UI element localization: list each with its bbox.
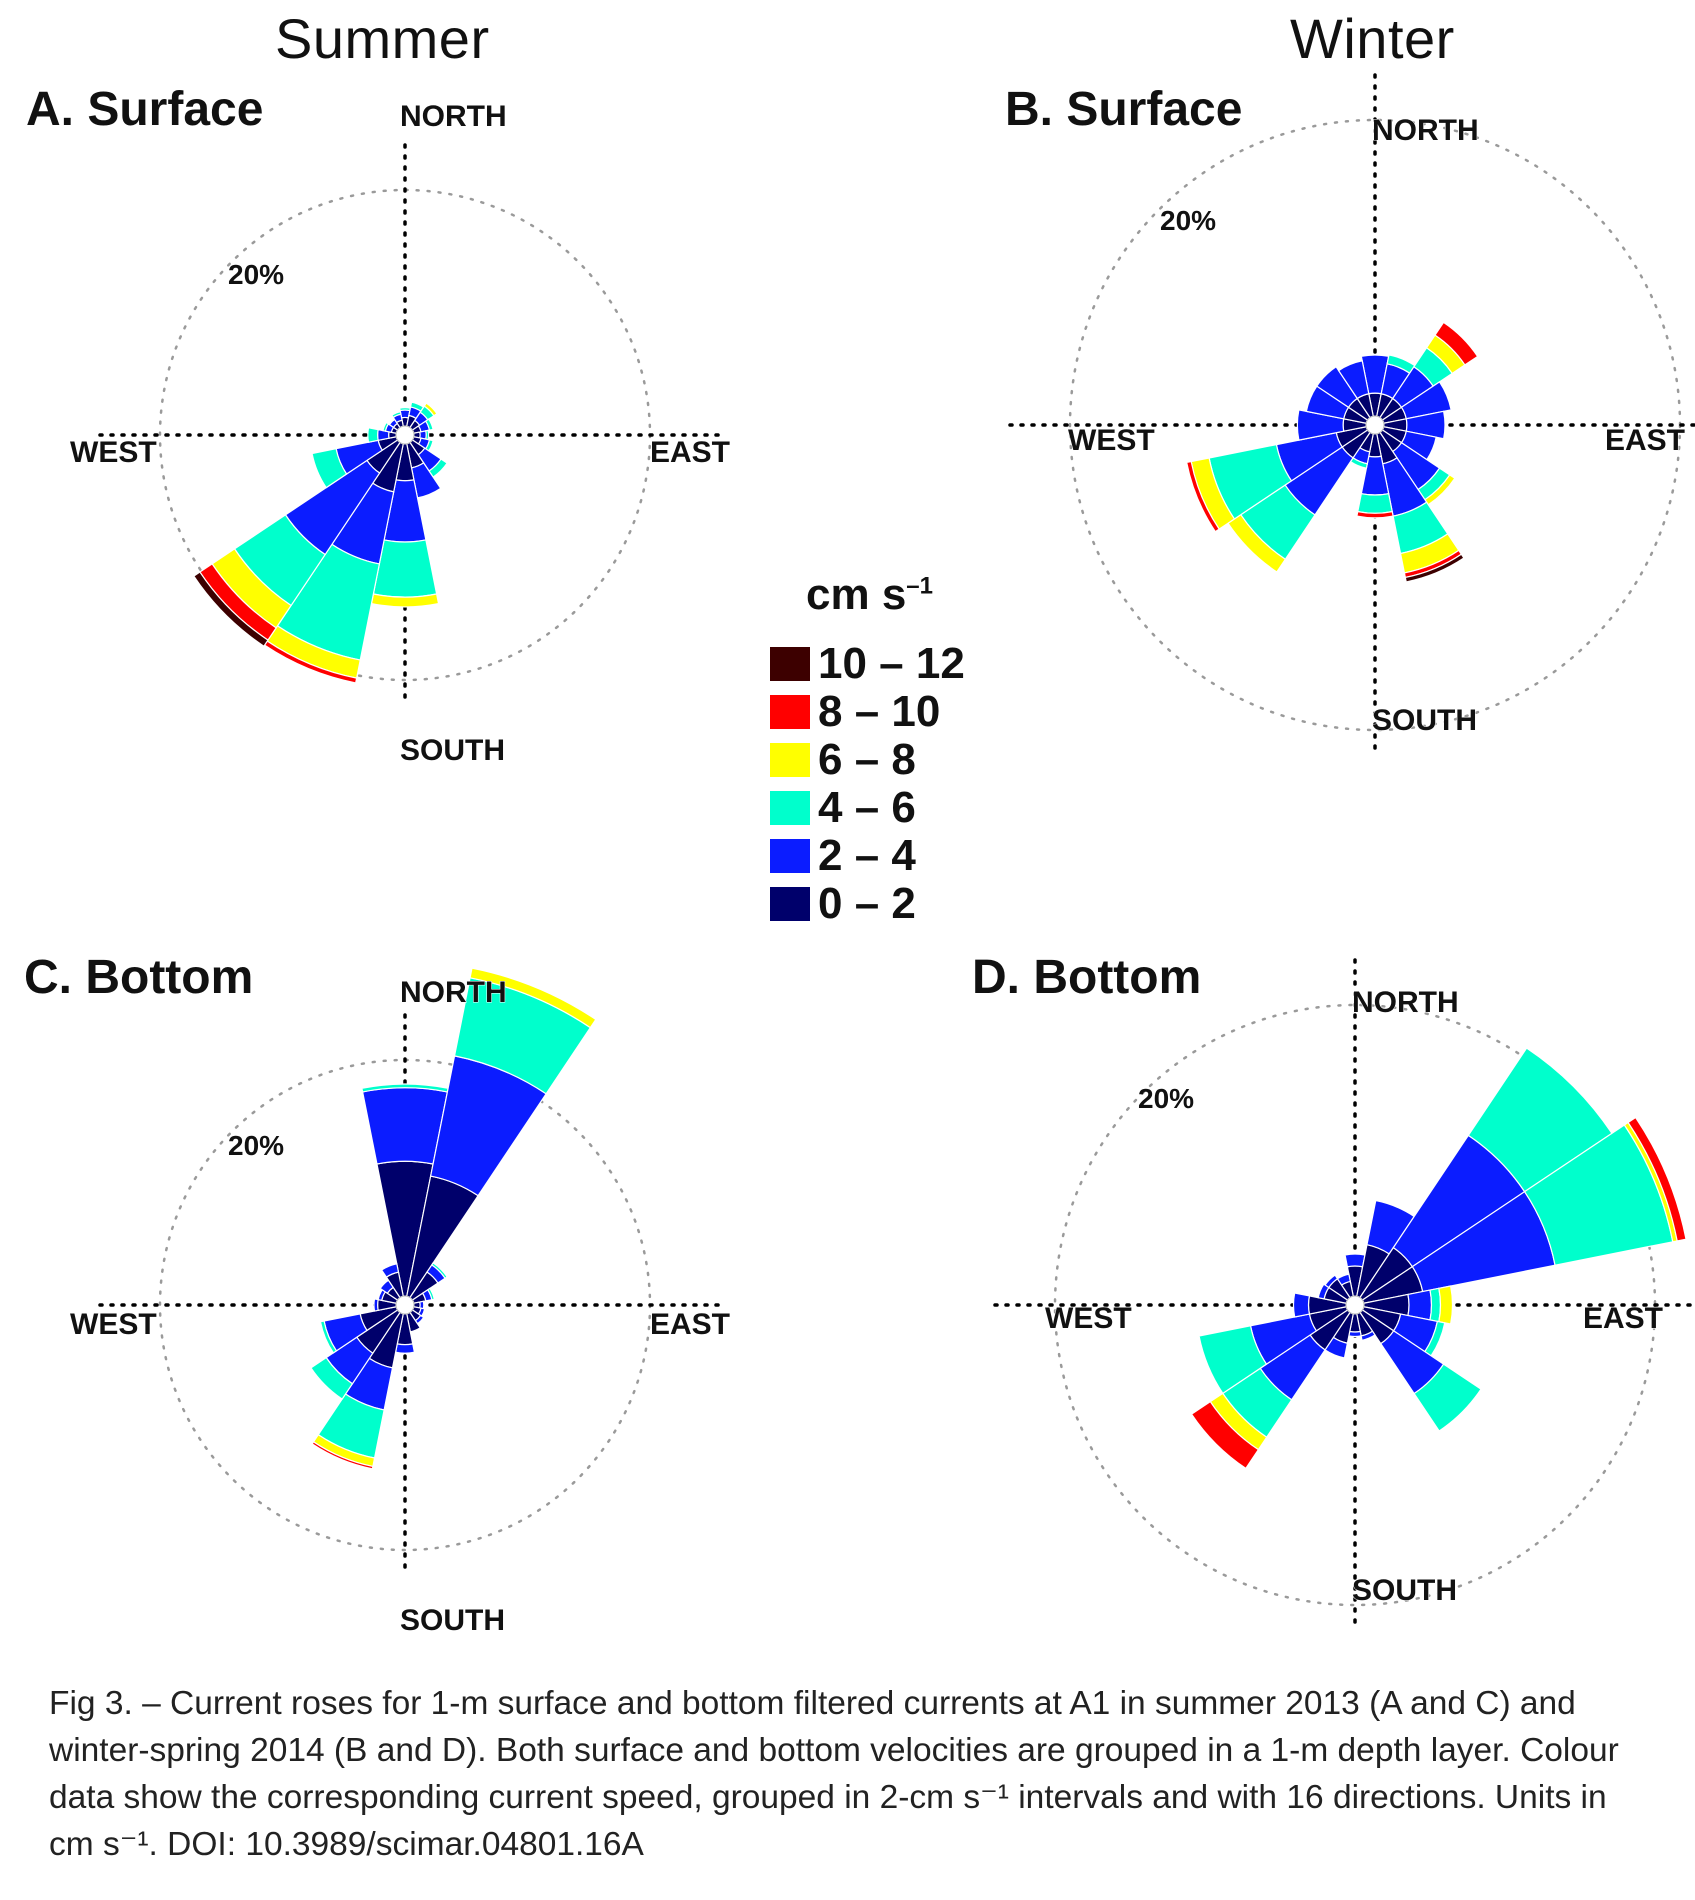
compass-label-s: SOUTH [400, 734, 505, 767]
legend-unit-exponent: –1 [906, 572, 933, 600]
compass-label-w: WEST [1045, 1302, 1132, 1335]
rose-sector-n-bin-1 [1345, 1254, 1365, 1267]
rose-sector-e-bin-3 [1439, 1286, 1453, 1324]
compass-label-e: EAST [650, 1308, 731, 1341]
compass-label-n: NORTH [1352, 986, 1459, 1019]
legend-label: 10 – 12 [818, 639, 965, 688]
rose-sector-e-bin-1 [1408, 1290, 1432, 1320]
compass-label-n: NORTH [1372, 114, 1479, 147]
compass-label-w: WEST [70, 1308, 157, 1341]
legend-item [770, 640, 1010, 688]
speed-legend [770, 570, 1010, 928]
rose-sector-e-bin-2 [1430, 1288, 1440, 1321]
legend-swatch [770, 695, 810, 729]
ring-percent-label: 20% [228, 1130, 285, 1161]
compass-label-s: SOUTH [1352, 1574, 1457, 1607]
compass-label-n: NORTH [400, 976, 507, 1009]
panel-title-d: D. Bottom [972, 951, 1202, 1004]
legend-label: 2 – 4 [818, 831, 916, 880]
compass-label-e: EAST [1605, 424, 1686, 457]
season-heading-summer: Summer [275, 7, 490, 70]
legend-unit [806, 570, 1010, 620]
legend-swatch [770, 839, 810, 873]
figure-caption: Fig 3. – Current roses for 1-m surface and bottom filtered currents at A1 in summer 2013 (A and C) and winter-spring 2014 (B and D). Both surface and bottom velocities are grouped in a 1-m depth layer. Colour data show the corresponding current speed, grouped in 2-cm s⁻¹ intervals and with 16 directions. Units in cm s⁻¹. DOI: 10.3989/scimar.04801.16A [49, 1685, 1619, 1863]
season-heading-winter: Winter [1290, 7, 1455, 70]
compass-label-w: WEST [70, 436, 157, 469]
legend-swatch [770, 647, 810, 681]
panel-title-a: A. Surface [26, 83, 264, 136]
compass-label-e: EAST [650, 436, 731, 469]
rose-sector-s-bin-1 [1349, 1331, 1361, 1336]
legend-item [770, 736, 1010, 784]
ring-percent-label: 20% [1138, 1083, 1195, 1114]
ring-percent-label: 20% [228, 259, 285, 290]
legend-item [770, 880, 1010, 928]
legend-item [770, 784, 1010, 832]
legend-unit-text: cm s [806, 570, 907, 619]
compass-label-w: WEST [1068, 424, 1155, 457]
legend-label: 8 – 10 [818, 687, 941, 736]
rose-sector-w-bin-1 [1293, 1293, 1309, 1317]
legend-label: 0 – 2 [818, 879, 916, 928]
compass-label-e: EAST [1583, 1302, 1664, 1335]
rose-center [1346, 1296, 1364, 1314]
legend-swatch [770, 791, 810, 825]
panel-title-b: B. Surface [1005, 83, 1243, 136]
legend-label: 6 – 8 [818, 735, 916, 784]
legend-item [770, 832, 1010, 880]
legend-swatch [770, 887, 810, 921]
compass-label-n: NORTH [400, 100, 507, 133]
ring-percent-label: 20% [1160, 205, 1217, 236]
compass-label-s: SOUTH [400, 1604, 505, 1637]
legend-item [770, 688, 1010, 736]
legend-label: 4 – 6 [818, 783, 916, 832]
panel-title-c: C. Bottom [24, 951, 254, 1004]
legend-swatch [770, 743, 810, 777]
compass-label-s: SOUTH [1372, 704, 1477, 737]
legend-rows [770, 640, 1010, 928]
